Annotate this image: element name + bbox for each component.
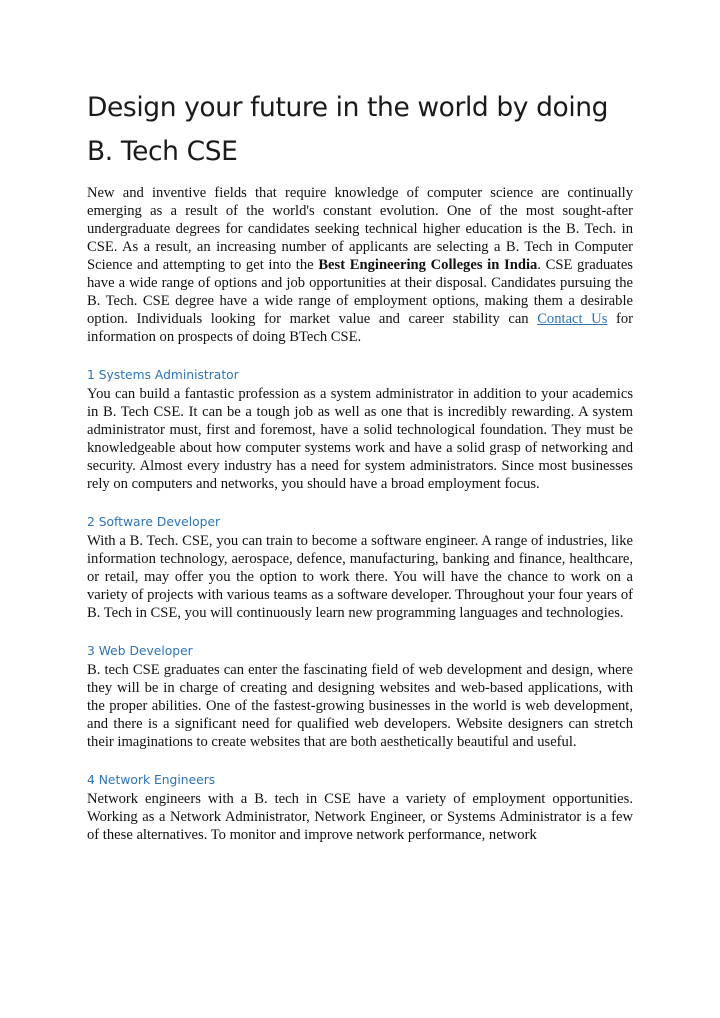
section-body: You can build a fantastic profession as a system administrator in addition to your academics in B. Tech CSE. It can be a tough job as well as one that is incredibly rewarding. A system administrator must, first and foremost, have a solid technological foundation. They must be knowledgeable about how computer systems work and have a solid grasp of networking and security. Almost every industry has a need for system administrators. Since most businesses rely on computers and networks, you should have a broad employment focus. bbox=[87, 386, 633, 492]
intro-paragraph bbox=[87, 184, 633, 346]
section-software-developer bbox=[87, 513, 633, 622]
section-network-engineers bbox=[87, 771, 633, 844]
section-systems-administrator bbox=[87, 366, 633, 493]
intro-bold-text: Best Engineering Colleges in India bbox=[318, 257, 538, 273]
section-heading: 3 Web Developer bbox=[87, 644, 193, 658]
section-web-developer bbox=[87, 642, 633, 751]
intro-text-1: New and inventive fields that require knowledge of computer science are continually emerging as a result of the world's constant evolution. One of the most sought-after undergraduate degrees for candidates seeking technical higher education is the B. Tech. in CSE. As a result, an increasing number of applicants are selecting a B. Tech in Computer Science and attempting to get into the bbox=[87, 185, 633, 273]
section-heading: 4 Network Engineers bbox=[87, 773, 216, 787]
document-content bbox=[87, 86, 633, 844]
intro-text-3: for information on prospects of doing BTech CSE. bbox=[87, 311, 633, 345]
section-heading: 1 Systems Administrator bbox=[87, 368, 239, 382]
intro-text-2: . CSE graduates have a wide range of options and job opportunities at their disposal. Candidates pursuing the B. Tech. CSE degree have a wide range of employment options, making them a desirable option. Individuals looking for market value and career stability can bbox=[87, 257, 633, 327]
contact-us-link[interactable]: Contact Us bbox=[537, 311, 608, 327]
section-body: With a B. Tech. CSE, you can train to become a software engineer. A range of industries, like information technology, aerospace, defence, manufacturing, banking and finance, healthcare, or retail, may offer you the option to work there. You will have the chance to work on a variety of projects with various teams as a software developer. Throughout your four years of B. Tech in CSE, you will continuously learn new programming languages and technologies. bbox=[87, 533, 633, 621]
section-body: B. tech CSE graduates can enter the fascinating field of web development and design, where they will be in charge of creating and designing websites and web-based applications, with the proper abilities. One of the fastest-growing businesses in the world is web development, and there is a significant need for qualified web developers. Website designers can stretch their imaginations to create websites that are both aesthetically beautiful and useful. bbox=[87, 662, 633, 750]
page-title: Design your future in the world by doing B. Tech CSE bbox=[87, 92, 609, 167]
section-body: Network engineers with a B. tech in CSE have a variety of employment opportunities. Working as a Network Administrator, Network Engineer, or Systems Administrator is a few of these alternatives. To monitor and improve network performance, network bbox=[87, 791, 633, 843]
section-heading: 2 Software Developer bbox=[87, 515, 221, 529]
